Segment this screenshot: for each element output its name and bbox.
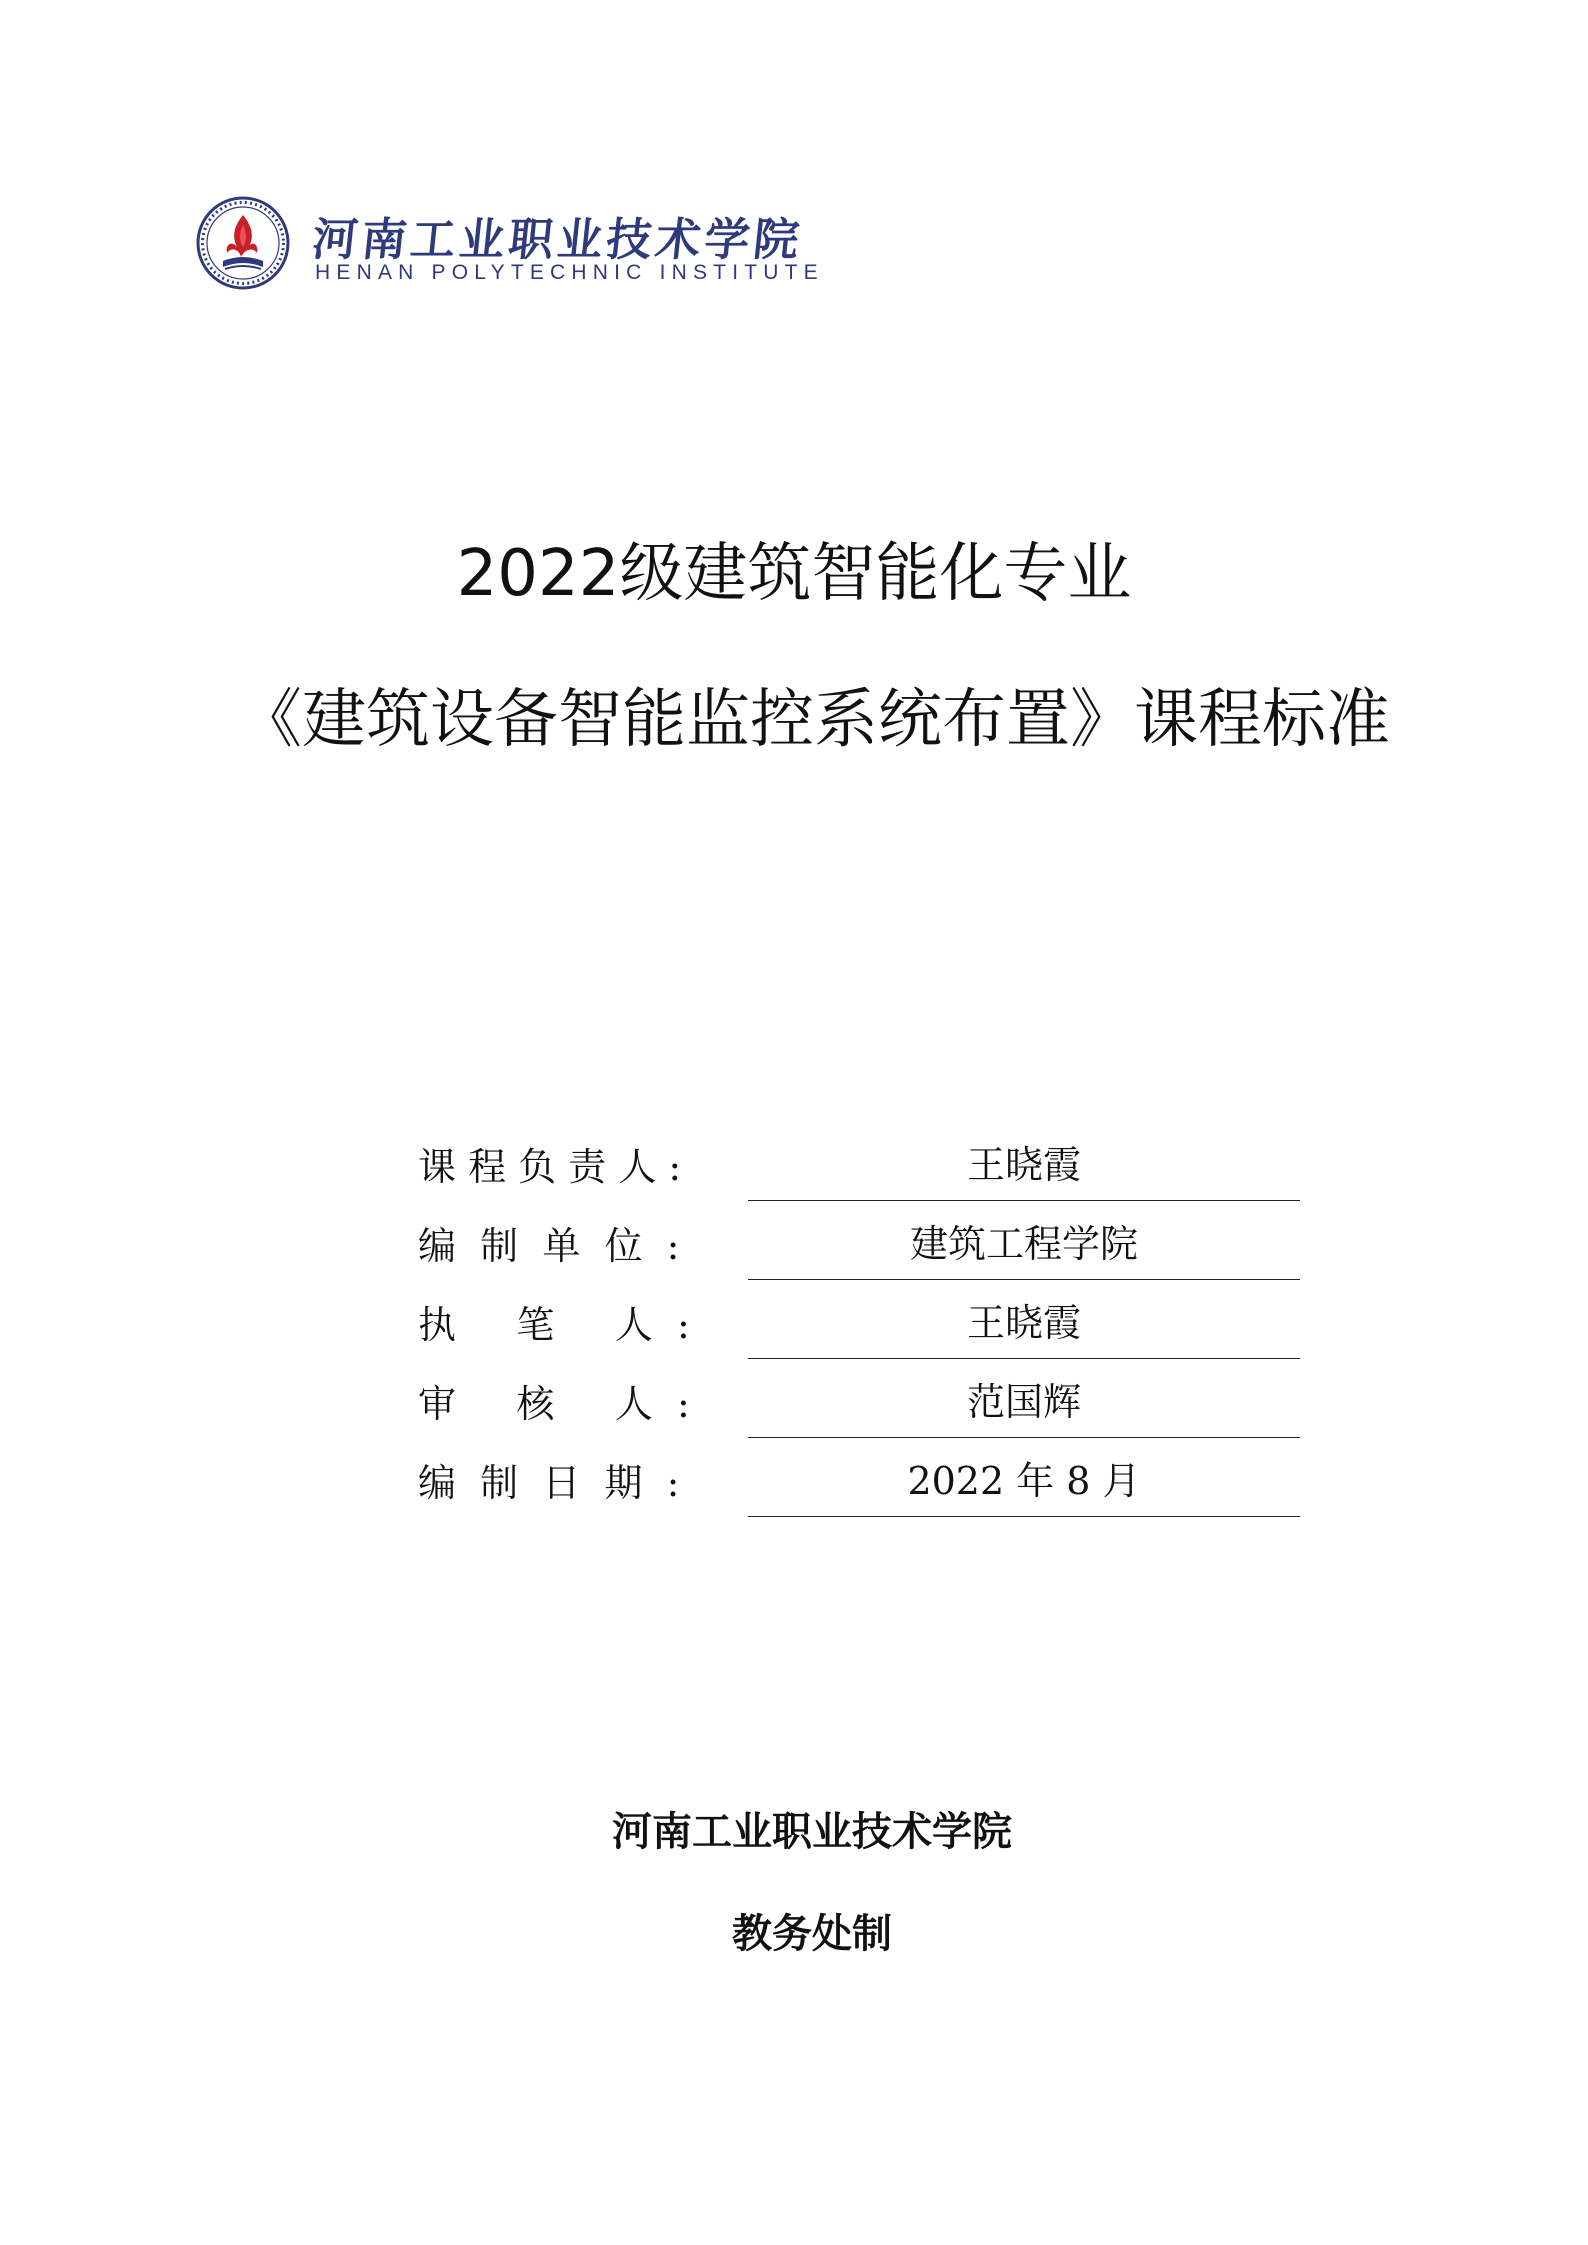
info-label: 课 程 负 责 人 :	[418, 1145, 682, 1189]
info-row-compiling-unit	[418, 1201, 1300, 1280]
footer-department: 教务处制	[732, 1910, 892, 1957]
info-row-course-lead	[418, 1122, 1300, 1201]
info-label: 执 笔 人 :	[418, 1303, 690, 1347]
footer-institution: 河南工业职业技术学院	[612, 1808, 1012, 1855]
info-row-author	[418, 1280, 1300, 1359]
school-emblem-icon	[195, 195, 291, 291]
info-label: 编 制 单 位 :	[418, 1224, 680, 1268]
info-label: 编 制 日 期 :	[418, 1461, 680, 1505]
school-name-en: HENAN POLYTECHNIC INSTITUTE	[315, 261, 824, 284]
info-value: 王晓霞	[748, 1280, 1300, 1359]
document-info-table	[418, 1122, 1300, 1517]
info-value: 范国辉	[748, 1359, 1300, 1438]
info-value: 建筑工程学院	[748, 1201, 1300, 1280]
document-title-line1: 2022级建筑智能化专业	[456, 537, 1132, 611]
info-row-reviewer	[418, 1359, 1300, 1438]
school-logo	[195, 195, 835, 295]
info-value: 2022 年 8 月	[748, 1438, 1300, 1517]
info-label: 审 核 人 :	[418, 1382, 690, 1426]
school-name-cn: 河南工业职业技术学院	[309, 213, 806, 266]
info-row-date	[418, 1438, 1300, 1517]
info-value: 王晓霞	[748, 1122, 1300, 1201]
document-title-line2: 《建筑设备智能监控系统布置》课程标准	[238, 683, 1390, 757]
